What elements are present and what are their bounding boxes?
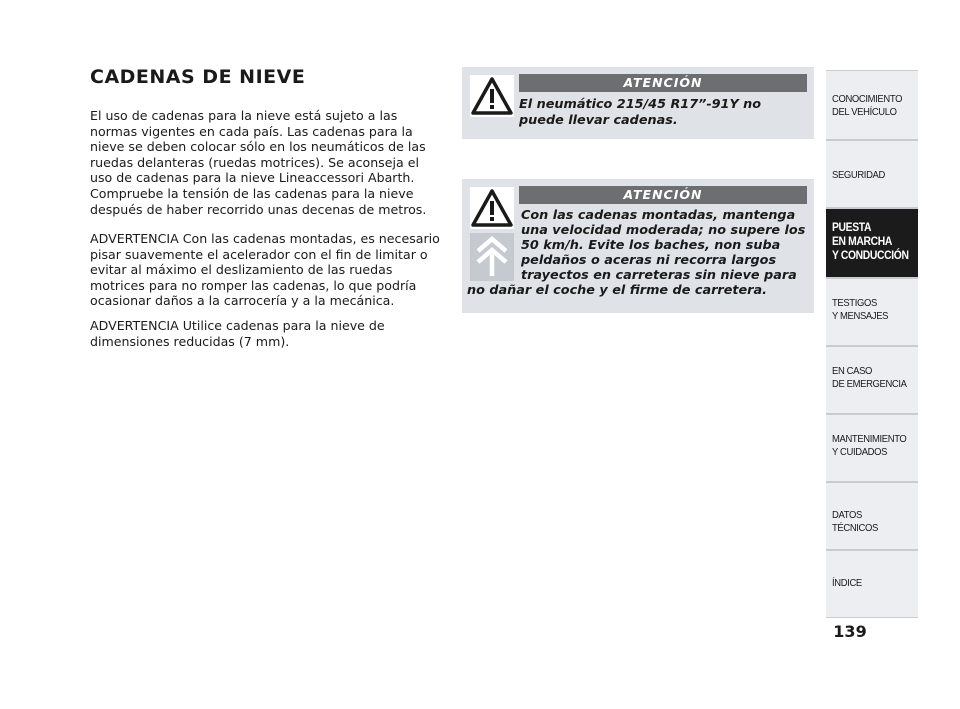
warning-box-speed	[462, 179, 814, 313]
page-number: 139	[833, 622, 867, 641]
tab-emergencia[interactable]	[826, 346, 918, 414]
warning-line: no dañar el coche y el firme de carretera.	[467, 283, 767, 298]
warning-line: peldaños o aceras ni recorra largos	[521, 253, 777, 268]
tab-conocimiento[interactable]	[826, 70, 918, 140]
tab-indice[interactable]	[826, 550, 918, 618]
warning-header: ATENCIÓN	[519, 186, 807, 204]
warning-text	[462, 179, 814, 313]
section-title: CADENAS DE NIEVE	[90, 66, 306, 88]
paragraph-accelerator-warning: ADVERTENCIA Con las cadenas montadas, es necesario pisar suavemente el acelerador con el fin de limitar o evitar al máximo el deslizamiento de las ruedas motrices para no romper las cadenas, lo que podría ocasionar daños a la carrocería y a la mecánica.	[90, 231, 440, 309]
tab-label: SEGURIDAD	[832, 169, 885, 181]
warning-line: 50 km/h. Evite los baches, non suba	[521, 238, 781, 253]
tab-label: EN CASO DE EMERGENCIA	[832, 365, 907, 390]
warning-box-tyre	[462, 67, 814, 139]
tab-label: CONOCIMIENTO DEL VEHÍCULO	[832, 93, 903, 118]
tab-label: DATOS TÉCNICOS	[832, 509, 878, 534]
tab-label: MANTENIMIENTO Y CUIDADOS	[832, 433, 907, 458]
tab-label: TESTIGOS Y MENSAJES	[832, 297, 889, 322]
paragraph-snow-chains-usage: El uso de cadenas para la nieve está sujeto a las normas vigentes en cada país. Las cadenas para la nieve se deben colocar sólo en los neumáticos de las ruedas delanteras (ruedas motrices). Se aconseja el uso de cadenas para la nieve Lineaccessori Abarth. Compruebe la tensión de las cadenas para la nieve después de haber recorrido unas decenas de metros.	[90, 108, 427, 217]
tab-label: ÍNDICE	[832, 577, 862, 589]
tab-seguridad[interactable]	[826, 140, 918, 208]
tab-puesta-en-marcha[interactable]	[826, 208, 918, 278]
tab-label: PUESTA EN MARCHA Y CONDUCCIÓN	[832, 222, 909, 262]
warning-line: Con las cadenas montadas, mantenga	[521, 208, 796, 223]
warning-line: trayectos en carreteras sin nieve para	[521, 268, 797, 283]
warning-text: El neumático 215/45 R17”-91Y no puede llevar cadenas.	[519, 97, 762, 128]
tab-datos-tecnicos[interactable]	[826, 482, 918, 550]
tab-mantenimiento[interactable]	[826, 414, 918, 482]
tab-testigos[interactable]	[826, 278, 918, 346]
warning-triangle-icon	[470, 75, 514, 117]
warning-header: ATENCIÓN	[519, 74, 807, 92]
warning-line: una velocidad moderada; no supere los	[521, 223, 806, 238]
paragraph-chain-size-warning: ADVERTENCIA Utilice cadenas para la nieve de dimensiones reducidas (7 mm).	[90, 318, 385, 349]
